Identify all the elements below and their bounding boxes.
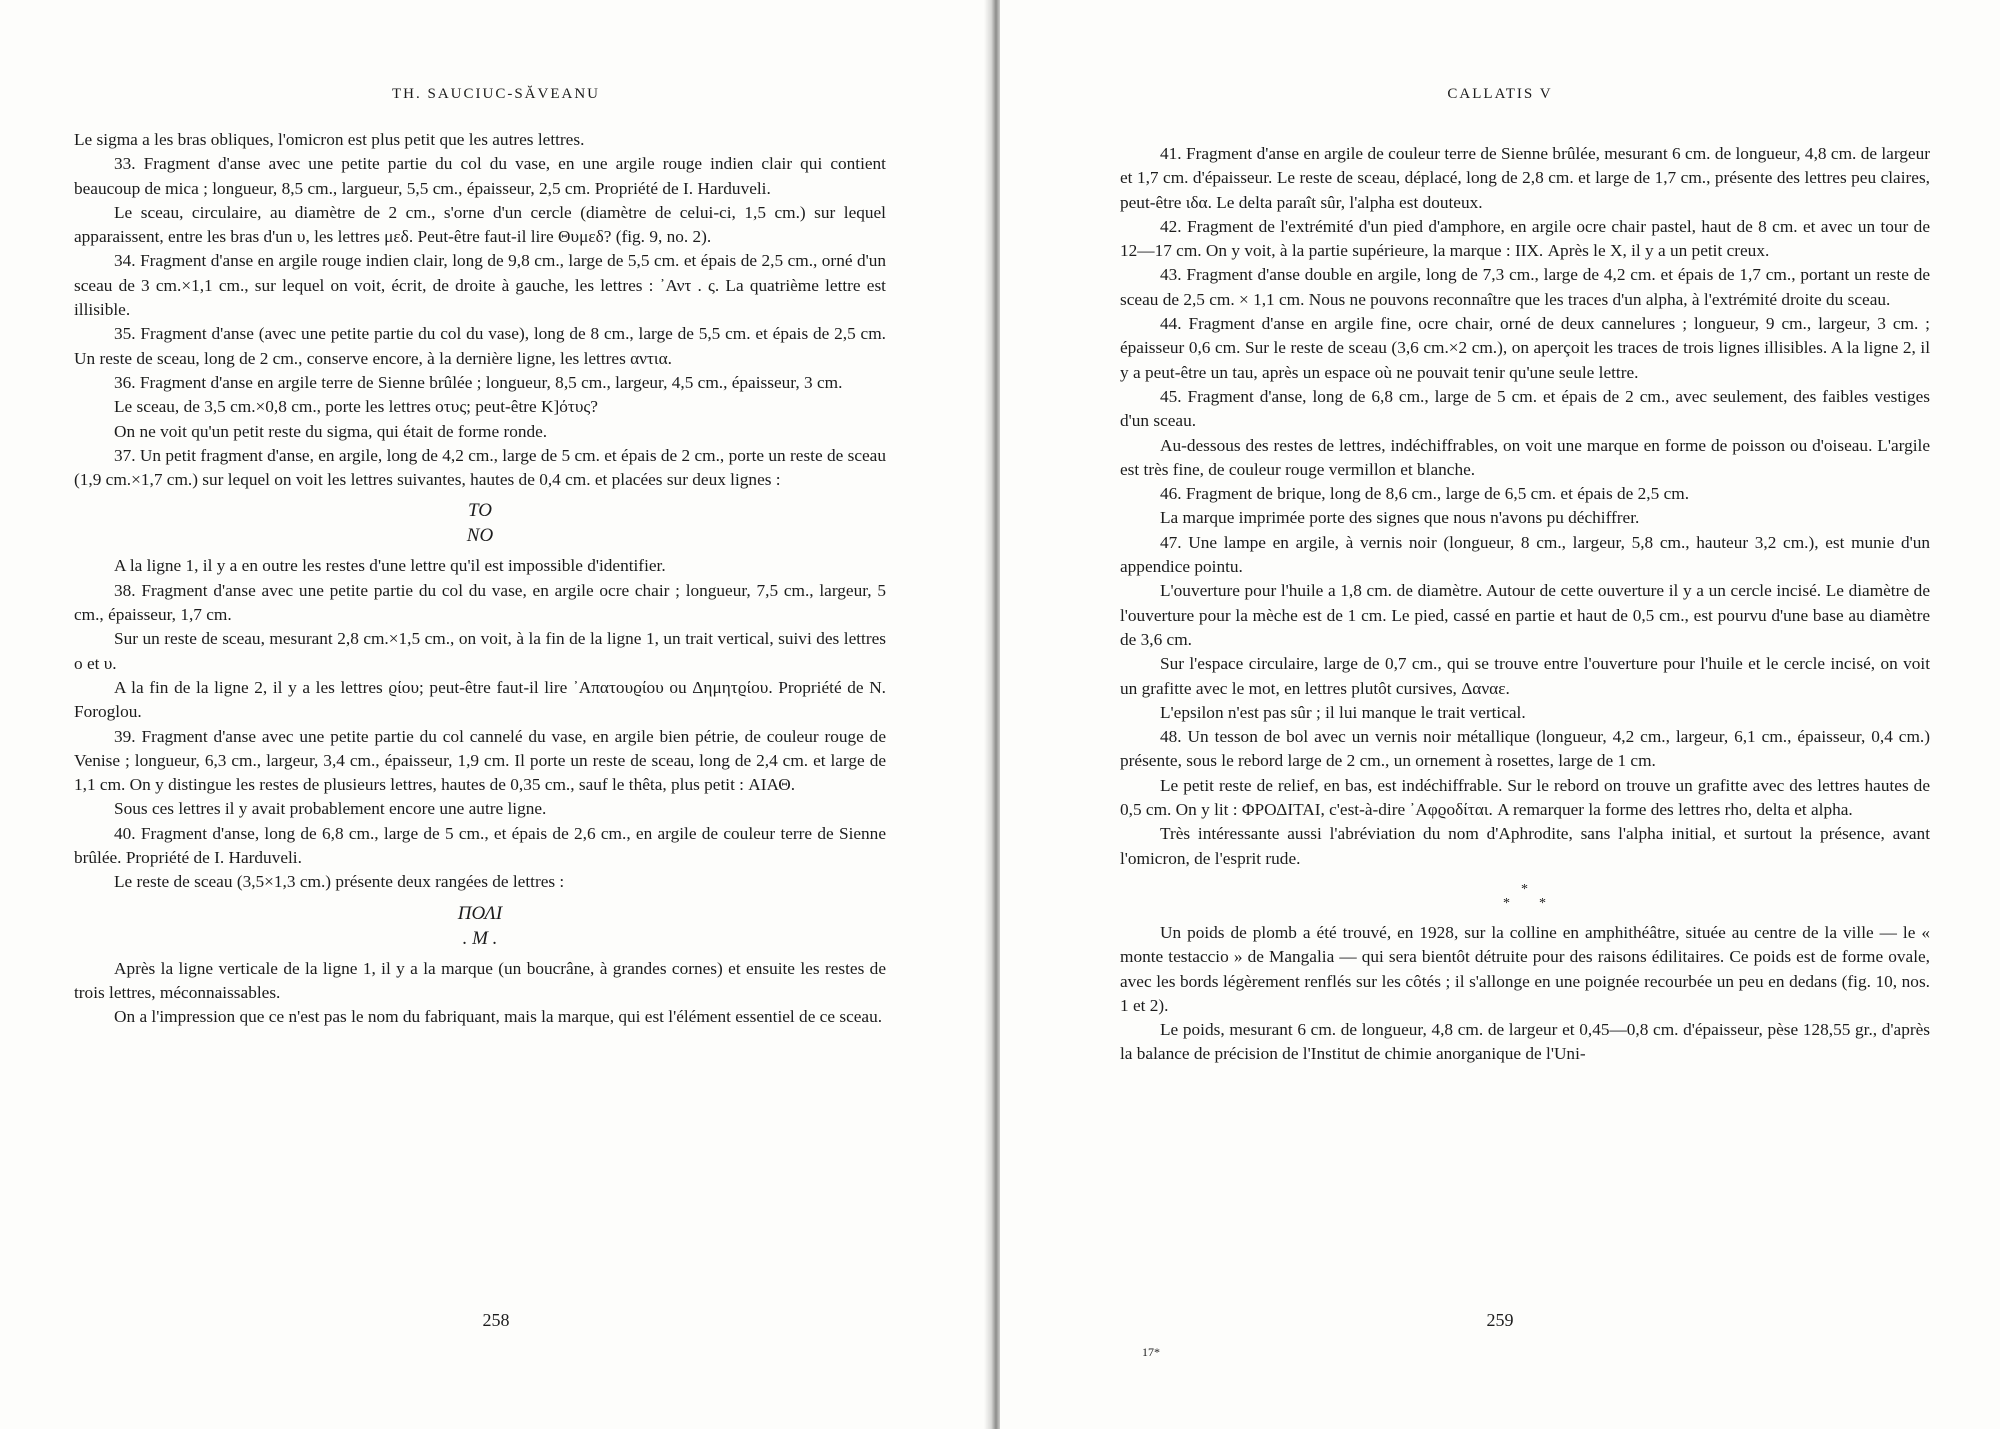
paragraph: Après la ligne verticale de la ligne 1, il y a la marque (un boucrâne, à grandes cornes) et ensuite les restes de trois lettres, méconnaissables. xyxy=(74,958,886,1002)
page-number: 258 xyxy=(482,1310,510,1330)
section-separator xyxy=(1120,871,1930,921)
paragraph: 47. Une lampe en argile, à vernis noir (longueur, 8 cm., largeur, 5,8 cm., hauteur 3,2 cm.), est munie d'un appendice pointu. xyxy=(1120,532,1930,577)
paragraph: Très intéressante aussi l'abréviation du nom d'Aphrodite, sans l'alpha initial, et surtout la présence, avant l'omicron, de l'esprit rude. xyxy=(1120,824,1930,868)
inscription-line: . Μ . xyxy=(462,927,498,949)
paragraph: 43. Fragment d'anse double en argile, long de 7,3 cm., large de 4,2 cm. et épais de 1,7 cm., portant un reste de sceau de 2,5 cm. × 1,1 cm. Nous ne pouvons reconnaître que les traces d'un alpha, à l'extrémité droite du sceau. xyxy=(1120,265,1930,309)
paragraph: Un poids de plomb a été trouvé, en 1928, sur la colline en amphithéâtre, située au centre de la ville — le « monte testaccio » de Mangalia — qui sera bientôt détruite pour des raisons édilitaires. Ce poids est de forme ovale, avec les bords légèrement renflés sur les côtés ; il s'allonge en une poignée recourbée un peu en dedans (fig. 10, nos. 1 et 2). xyxy=(1120,922,1930,1015)
asterisk: * xyxy=(1521,881,1528,897)
paragraph: 34. Fragment d'anse en argile rouge indien clair, long de 9,8 cm., large de 5,5 cm. et épais de 2,5 cm., orné d'un sceau de 3 cm.×1,1 cm., sur lequel on voit, écrit, de droite à gauche, les lettres : ᾽Αντ . ς. La quatrième lettre est illisible. xyxy=(74,251,886,320)
paragraph: La marque imprimée porte des signes que nous n'avons pu déchiffrer. xyxy=(1160,508,1640,528)
left-page xyxy=(0,0,992,1429)
paragraph: Le sceau, circulaire, au diamètre de 2 cm., s'orne d'un cercle (diamètre de celui-ci, 1,5 cm.) sur lequel apparaissent, entre les bras d'un υ, les lettres μεδ. Peut-être faut-il lire Θυμεδ? (fig. 9, no. 2). xyxy=(74,202,886,247)
inscription-line: ΠΟΛΙ xyxy=(457,902,503,924)
paragraph: Le petit reste de relief, en bas, est indéchiffrable. Sur le rebord on trouve un grafitte avec des lettres hautes de 0,5 cm. On y lit : ΦΡΟΔΙΤΑΙ, c'est-à-dire ᾽Αφϱοδίται. A remarquer la forme des lettres rho, delta et alpha. xyxy=(1120,775,1930,820)
paragraph: 36. Fragment d'anse en argile terre de Sienne brûlée ; longueur, 8,5 cm., largeur, 4,5 cm., épaisseur, 3 cm. xyxy=(114,372,843,392)
paragraph: Le poids, mesurant 6 cm. de longueur, 4,8 cm. de largeur et 0,45—0,8 cm. d'épaisseur, pèse 128,55 gr., d'après la balance de précision de l'Institut de chimie anorganique de l'Uni- xyxy=(1120,1020,1930,1064)
paragraph: 48. Un tesson de bol avec un vernis noir métallique (longueur, 4,2 cm., largeur, 6,1 cm., épaisseur, 0,4 cm.) présente, sous le rebord large de 2 cm., un ornement à rosettes, large de 1 cm. xyxy=(1120,727,1930,771)
asterisk: * xyxy=(1503,895,1510,911)
paragraph: 39. Fragment d'anse avec une petite partie du col cannelé du vase, en argile bien pétrie, de couleur rouge de Venise ; longueur, 6,3 cm., largeur, 3,4 cm., épaisseur, 1,9 cm. Il porte un reste de sceau, long de 2,4 cm. et large de 1,1 cm. On y distingue les restes de plusieurs lettres, hautes de 0,35 cm., sauf le thêta, plus petit : ΑΙΑΘ. xyxy=(74,726,886,795)
right-page xyxy=(1000,0,2000,1429)
page-number: 259 xyxy=(1486,1310,1514,1330)
running-head: TH. SAUCIUC-SĂVEANU xyxy=(391,86,600,102)
paragraph: 42. Fragment de l'extrémité d'un pied d'amphore, en argile ocre chair pastel, haut de 8 cm. et avec un tour de 12—17 cm. On y voit, à la partie supérieure, la marque : ΙΙΧ. Après le Χ, il y a un petit creux. xyxy=(1120,216,1930,261)
paragraph: Sur l'espace circulaire, large de 0,7 cm., qui se trouve entre l'ouverture pour l'huile et le cercle incisé, on voit un grafitte avec le mot, en lettres plutôt cursives, Δαναε. xyxy=(1120,654,1930,698)
paragraph: Le sigma a les bras obliques, l'omicron est plus petit que les autres lettres. xyxy=(74,130,585,149)
paragraph: 37. Un petit fragment d'anse, en argile, long de 4,2 cm., large de 5 cm. et épais de 2 cm., porte un reste de sceau (1,9 cm.×1,7 cm.) sur lequel on voit les lettres suivantes, hautes de 0,4 cm. et placées sur deux lignes : xyxy=(74,445,886,490)
paragraph: A la ligne 1, il y a en outre les restes d'une lettre qu'il est impossible d'identifier. xyxy=(114,556,666,576)
inscription-line: ΤΟ xyxy=(468,500,492,522)
paragraph: Sous ces lettres il y avait probablement encore une autre ligne. xyxy=(114,799,547,819)
page-body xyxy=(1120,142,1930,1067)
paragraph: Le reste de sceau (3,5×1,3 cm.) présente deux rangées de lettres : xyxy=(114,872,565,892)
paragraph: Au-dessous des restes de lettres, indéchiffrables, on voit une marque en forme de poisson ou d'oiseau. L'argile est très fine, de couleur rouge vermillon et blanche. xyxy=(1120,435,1930,479)
paragraph: Le sceau, de 3,5 cm.×0,8 cm., porte les lettres οτυς; peut-être Κ]ότυς? xyxy=(114,397,598,417)
signature-mark: 17* xyxy=(1142,1345,1160,1359)
paragraph: 33. Fragment d'anse avec une petite partie du col du vase, en une argile rouge indien clair qui contient beaucoup de mica ; longueur, 8,5 cm., largueur, 5,5 cm., épaisseur, 2,5 cm. Propriété de I. Harduveli. xyxy=(74,154,886,198)
inscription-line: ΝΟ xyxy=(466,525,494,547)
paragraph: 41. Fragment d'anse en argile de couleur terre de Sienne brûlée, mesurant 6 cm. de longueur, 4,8 cm. de largeur et 1,7 cm. d'épaisseur. Le reste de sceau, déplacé, long de 2,8 cm. et large de 1,7 cm., présente des lettres peu claires, peut-être ιδα. Le delta paraît sûr, l'alpha est douteux. xyxy=(1120,144,1930,212)
paragraph: 45. Fragment d'anse, long de 6,8 cm., large de 5 cm. et épais de 2 cm., avec seulement, des faibles vestiges d'un sceau. xyxy=(1120,386,1930,431)
paragraph: On a l'impression que ce n'est pas le nom du fabriquant, mais la marque, qui est l'élément essentiel de ce sceau. xyxy=(114,1007,883,1027)
paragraph: 44. Fragment d'anse en argile fine, ocre chair, orné de deux cannelures ; longueur, 9 cm., largeur, 3 cm. ; épaisseur 0,6 cm. Sur le reste de sceau (3,6 cm.×2 cm.), on aperçoit les traces de trois lignes illisibles. A la ligne 2, il y a peut-être un tau, après un espace où ne pouvait tenir qu'une seule lettre. xyxy=(1120,314,1930,382)
paragraph: 46. Fragment de brique, long de 8,6 cm., large de 6,5 cm. et épais de 2,5 cm. xyxy=(1160,484,1690,504)
asterisk: * xyxy=(1539,895,1546,911)
paragraph: 40. Fragment d'anse, long de 6,8 cm., large de 5 cm., et épais de 2,6 cm., en argile de couleur terre de Sienne brûlée. Propriété de I. Harduveli. xyxy=(74,823,886,868)
paragraph: A la fin de la ligne 2, il y a les lettres ϱίου; peut-être faut-il lire ᾽Απατουϱίου ou Δημητϱίου. Propriété de N. Foroglou. xyxy=(74,677,886,722)
paragraph: L'ouverture pour l'huile a 1,8 cm. de diamètre. Autour de cette ouverture il y a un cercle incisé. Le diamètre de l'ouverture pour la mèche est de 1 cm. Le pied, cassé en partie et haut de 0,5 cm., est pourvu d'une base au diamètre de 3,6 cm. xyxy=(1120,581,1930,649)
paragraph: Sur un reste de sceau, mesurant 2,8 cm.×1,5 cm., on voit, à la fin de la ligne 1, un trait vertical, suivi des lettres ο et υ. xyxy=(74,629,886,673)
paragraph: L'epsilon n'est pas sûr ; il lui manque le trait vertical. xyxy=(1160,702,1526,722)
page-body xyxy=(74,128,886,1030)
running-head: CALLATIS V xyxy=(1447,86,1553,102)
paragraph: On ne voit qu'un petit reste du sigma, qui était de forme ronde. xyxy=(114,421,548,441)
paragraph: 38. Fragment d'anse avec une petite partie du col du vase, en argile ocre chair ; longueur, 7,5 cm., largeur, 5 cm., épaisseur, 1,7 cm. xyxy=(74,580,886,625)
paragraph: 35. Fragment d'anse (avec une petite partie du col du vase), long de 8 cm., large de 5,5 cm. et épais de 2,5 cm. Un reste de sceau, long de 2 cm., conserve encore, à la dernière ligne, les lettres αντια. xyxy=(74,324,886,368)
